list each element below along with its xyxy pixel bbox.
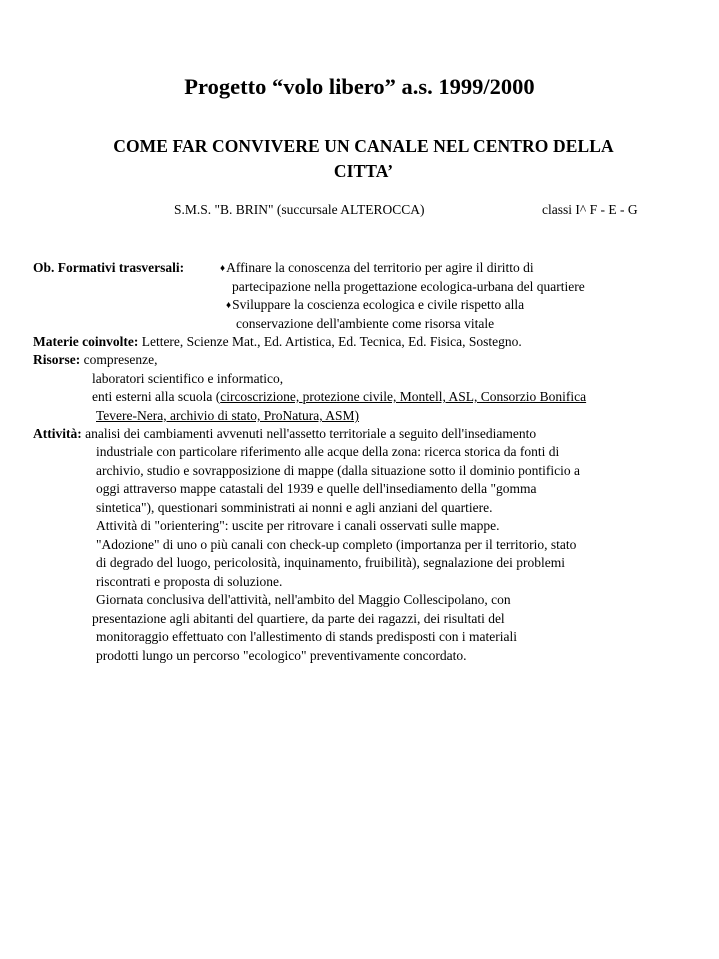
- objective-item-1: [220, 260, 534, 276]
- objectives-label: Ob. Formativi trasversali:: [33, 260, 185, 275]
- activities-line: di degrado del luogo, pericolosità, inquinamento, fruibilità), segnalazione dei problemi: [96, 555, 565, 570]
- activities-line: riscontrati e proposta di soluzione.: [96, 574, 283, 589]
- objective-1-line1: Affinare la conoscenza del territorio per agire il diritto di: [226, 260, 534, 275]
- resources-row: [33, 352, 157, 368]
- activities-row: [33, 426, 536, 442]
- activities-line: monitoraggio effettuato con l'allestimento di stands predisposti con i materiali: [96, 629, 517, 644]
- school-name: S.M.S. "B. BRIN" (succursale ALTEROCCA): [174, 202, 425, 217]
- activities-line: Giornata conclusiva dell'attività, nell'ambito del Maggio Collescipolano, con: [96, 592, 511, 607]
- objective-item-2: [226, 297, 524, 313]
- resources-line3: [92, 389, 586, 405]
- objectives-row: [33, 260, 184, 276]
- external-partners-list-cont: Tevere-Nera, archivio di stato, ProNatura, ASM): [96, 408, 359, 423]
- page-title: Progetto “volo libero” a.s. 1999/2000: [184, 74, 535, 99]
- activities-line: archivio, studio e sovrapposizione di mappe (dalla situazione sotto il dominio pontificio a: [96, 463, 581, 478]
- project-subtitle-line2: CITTA’: [333, 161, 394, 181]
- subjects-text: Lettere, Scienze Mat., Ed. Artistica, Ed. Tecnica, Ed. Fisica, Sostegno.: [141, 334, 522, 349]
- objective-2-line2: conservazione dell'ambiente come risorsa vitale: [236, 316, 495, 331]
- resources-line1: compresenze,: [83, 352, 158, 367]
- resources-line3-prefix: enti esterni alla scuola (: [92, 389, 221, 404]
- resources-label: Risorse:: [33, 352, 81, 367]
- external-partners-list: circoscrizione, protezione civile, Montell, ASL, Consorzio Bonifica: [220, 389, 587, 404]
- activities-line: industriale con particolare riferimento alle acque della zona: ricerca storica da fonti di: [96, 444, 560, 459]
- classes-info: classi I^ F - E - G: [542, 202, 638, 217]
- diamond-bullet-icon: ♦: [226, 300, 232, 311]
- activities-line: Attività di "orientering": uscite per ritrovare i canali osservati sulle mappe.: [96, 518, 500, 533]
- project-subtitle-line1: COME FAR CONVIVERE UN CANALE NEL CENTRO DELLA: [113, 136, 614, 156]
- activities-line: presentazione agli abitanti del quartiere, da parte dei ragazzi, dei risultati del: [92, 611, 505, 626]
- objective-1-line2: partecipazione nella progettazione ecologica-urbana del quartiere: [232, 279, 585, 294]
- activities-line: "Adozione" di uno o più canali con check-up completo (importanza per il territorio, stato: [96, 537, 577, 552]
- diamond-bullet-icon: ♦: [220, 263, 226, 274]
- activities-line: analisi dei cambiamenti avvenuti nell'assetto territoriale a seguito dell'insediamento: [85, 426, 537, 441]
- resources-line2: laboratori scientifico e informatico,: [92, 371, 284, 386]
- subjects-row: [33, 334, 522, 350]
- activities-line: prodotti lungo un percorso "ecologico" preventivamente concordato.: [96, 648, 467, 663]
- activities-line: oggi attraverso mappe catastali del 1939 e quelle dell'insediamento della "gomma: [96, 481, 537, 496]
- subjects-label: Materie coinvolte:: [33, 334, 139, 349]
- objective-2-line1: Sviluppare la coscienza ecologica e civile rispetto alla: [232, 297, 525, 312]
- activities-label: Attività:: [33, 426, 82, 441]
- activities-line: sintetica"), questionari somministrati ai nonni e agli anziani del quartiere.: [96, 500, 493, 515]
